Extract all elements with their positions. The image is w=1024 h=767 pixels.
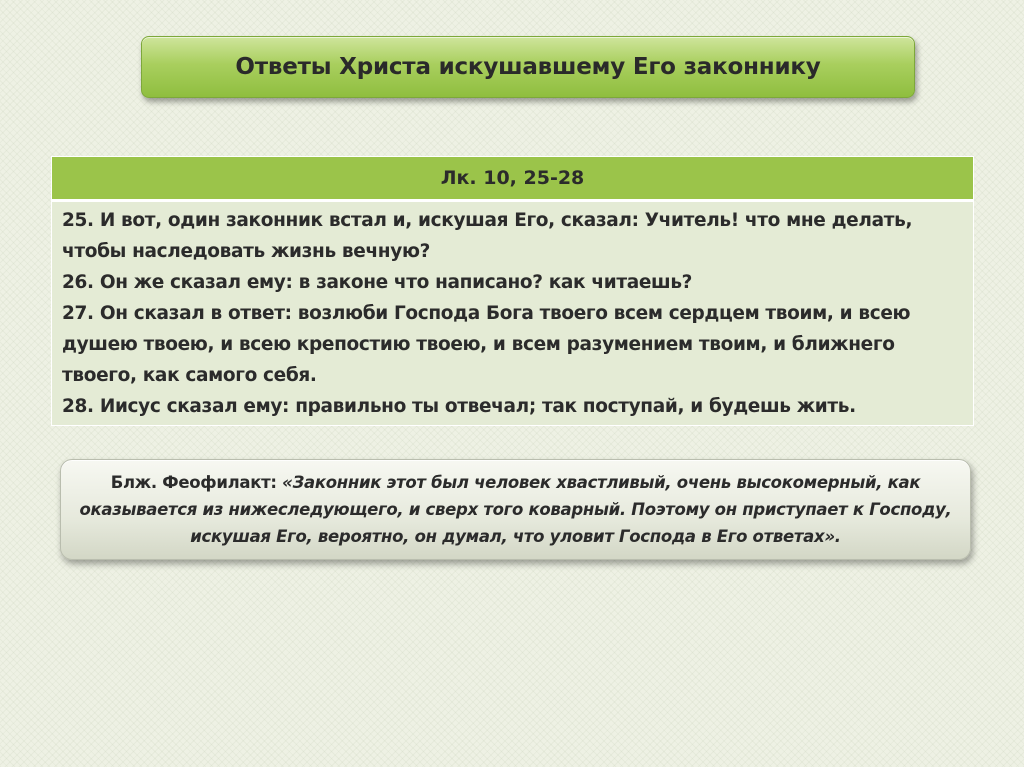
scripture-reference: Лк. 10, 25-28 <box>440 167 585 189</box>
quote-box <box>60 459 971 560</box>
verse-28: 28. Иисус сказал ему: правильно ты отвечал; так поступай, и будешь жить. <box>62 396 856 417</box>
scripture-table <box>51 156 974 426</box>
verse-26: 26. Он же сказал ему: в законе что написано? как читаешь? <box>62 272 693 293</box>
quote-paragraph <box>75 469 956 550</box>
table-body <box>51 200 974 426</box>
quote-body: «Законник этот был человек хвастливый, очень высокомерный, как оказывается из нижеследующего, и сверх того коварный. Поэтому он приступает к Господу, искушая Его, вероятно, он думал, что уловит Господа в Его ответах». <box>79 473 952 546</box>
verse-27: 27. Он сказал в ответ: возлюби Господа Бога твоего всем сердцем твоим, и всею душею твоею, и всею крепостию твоею, и всем разумением твоим, и ближнего твоего, как самого себя. <box>62 303 911 386</box>
verse-25: 25. И вот, один законник встал и, искушая Его, сказал: Учитель! что мне делать, чтобы наследовать жизнь вечную? <box>62 210 913 262</box>
slide-title: Ответы Христа искушавшему Его законнику <box>235 54 821 80</box>
table-header <box>51 156 974 200</box>
quote-author: Блж. Феофилакт: <box>110 473 277 492</box>
title-banner <box>141 36 915 98</box>
